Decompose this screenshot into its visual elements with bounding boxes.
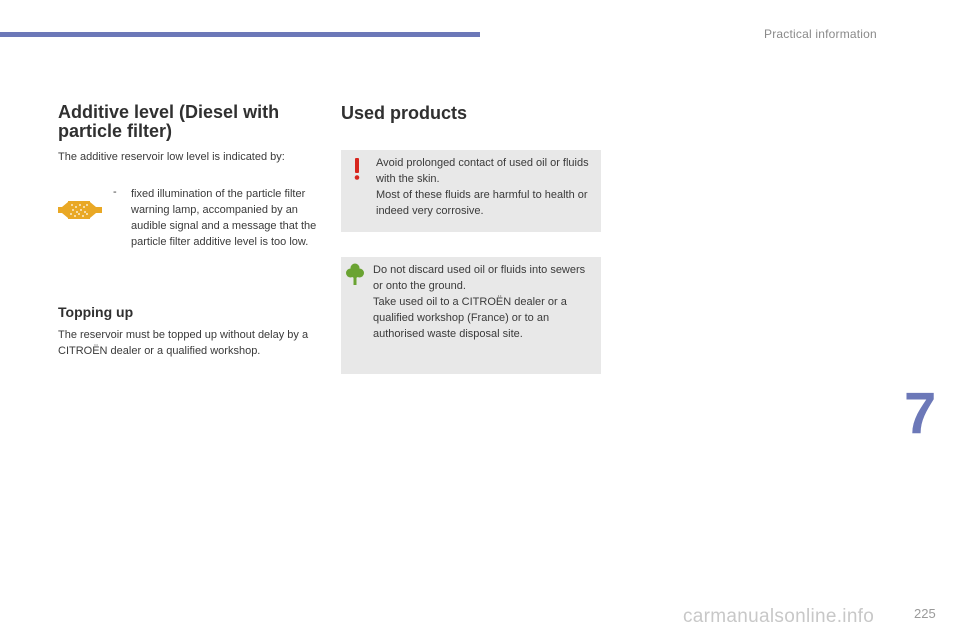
warning-box [341,150,601,232]
additive-intro-text: The additive reservoir low level is indicated by: [58,151,285,163]
exclamation-icon [352,158,362,180]
topping-up-heading: Topping up [58,304,134,320]
topping-up-text: The reservoir must be topped up without delay by a CITROËN dealer or a qualified workshop. [58,329,309,357]
watermark: carmanualsonline.info [683,606,875,627]
warning-text-line-1: Avoid prolonged contact of used oil or fluids with the skin. [376,157,589,185]
environment-box [341,257,601,374]
warning-text-line-2: Most of these fluids are harmful to health or indeed very corrosive. [376,189,588,217]
page-number: 225 [914,606,936,621]
particle-filter-bullet-text: fixed illumination of the particle filter warning lamp, accompanied by an audible signal and a message that the particle filter additive level is too low. [131,188,317,248]
section-title: Practical information [764,27,877,41]
chapter-number: 7 [904,381,937,446]
particle-filter-warning-icon [58,198,102,222]
bullet-dash: - [113,186,117,198]
header-accent-bar [0,32,480,37]
tree-icon [346,263,364,285]
additive-level-heading: Additive level (Diesel with particle filter) [58,102,280,141]
used-products-heading: Used products [341,103,468,123]
environment-text-line-1: Do not discard used oil or fluids into sewers or onto the ground. [373,264,586,292]
environment-text-line-2: Take used oil to a CITROËN dealer or a qualified workshop (France) or to an authorised waste disposal site. [373,296,567,340]
